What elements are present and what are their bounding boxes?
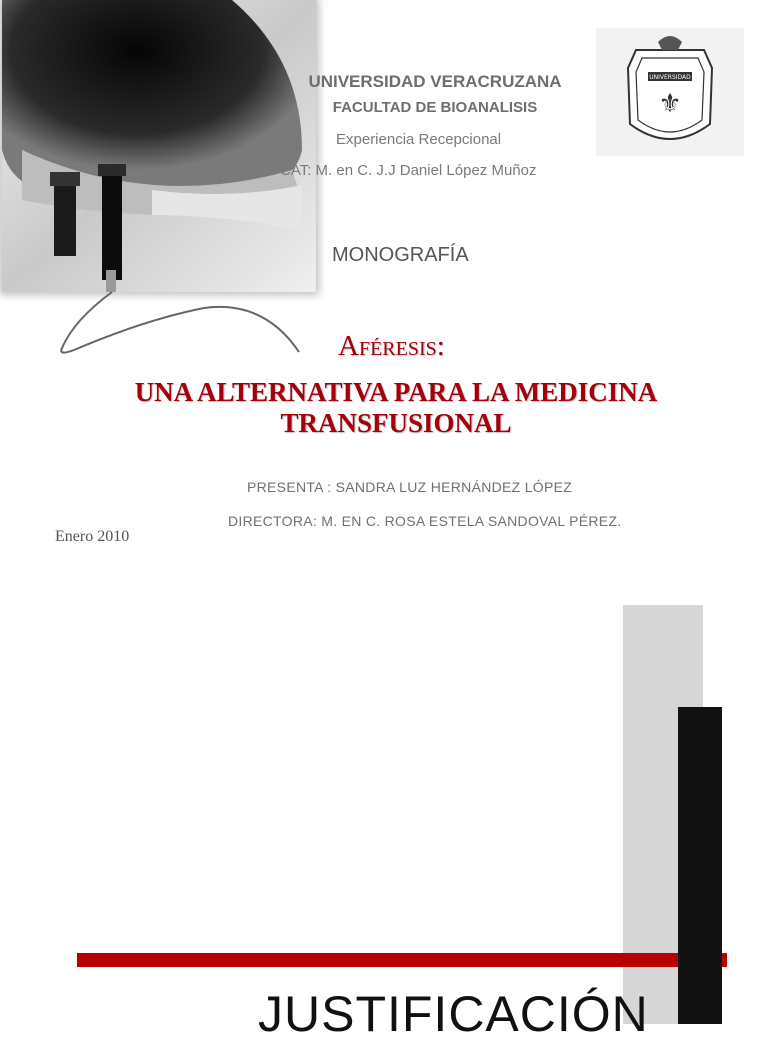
title-line-2: UNA ALTERNATIVA PARA LA MEDICINA TRANSFUSIONAL xyxy=(134,377,658,438)
date: Enero 2010 xyxy=(55,528,130,545)
faculty-name: FACULTAD DE BIOANALISIS xyxy=(332,99,538,116)
red-accent-bar xyxy=(77,953,727,967)
title-line-1: Aféresis: xyxy=(338,330,445,362)
apheresis-photo xyxy=(2,0,316,292)
document-type: MONOGRAFÍA xyxy=(332,244,469,266)
university-logo xyxy=(596,28,744,156)
tube-curve xyxy=(54,290,304,360)
black-accent-bar xyxy=(678,707,722,1024)
university-name: UNIVERSIDAD VERACRUZANA xyxy=(308,72,562,91)
course-name: Experiencia Recepcional xyxy=(336,131,502,148)
presenter: PRESENTA : SANDRA LUZ HERNÁNDEZ LÓPEZ xyxy=(247,479,573,495)
director: DIRECTORA: M. EN C. ROSA ESTELA SANDOVAL PÉREZ. xyxy=(228,513,622,529)
section-heading: JUSTIFICACIÓN xyxy=(258,986,649,1042)
cat-advisor: CAT: M. en C. J.J Daniel López Muñoz xyxy=(280,162,537,179)
fleur-de-lis-icon: ⚜ xyxy=(658,89,682,119)
logo-text: UNIVERSIDAD xyxy=(649,74,691,81)
